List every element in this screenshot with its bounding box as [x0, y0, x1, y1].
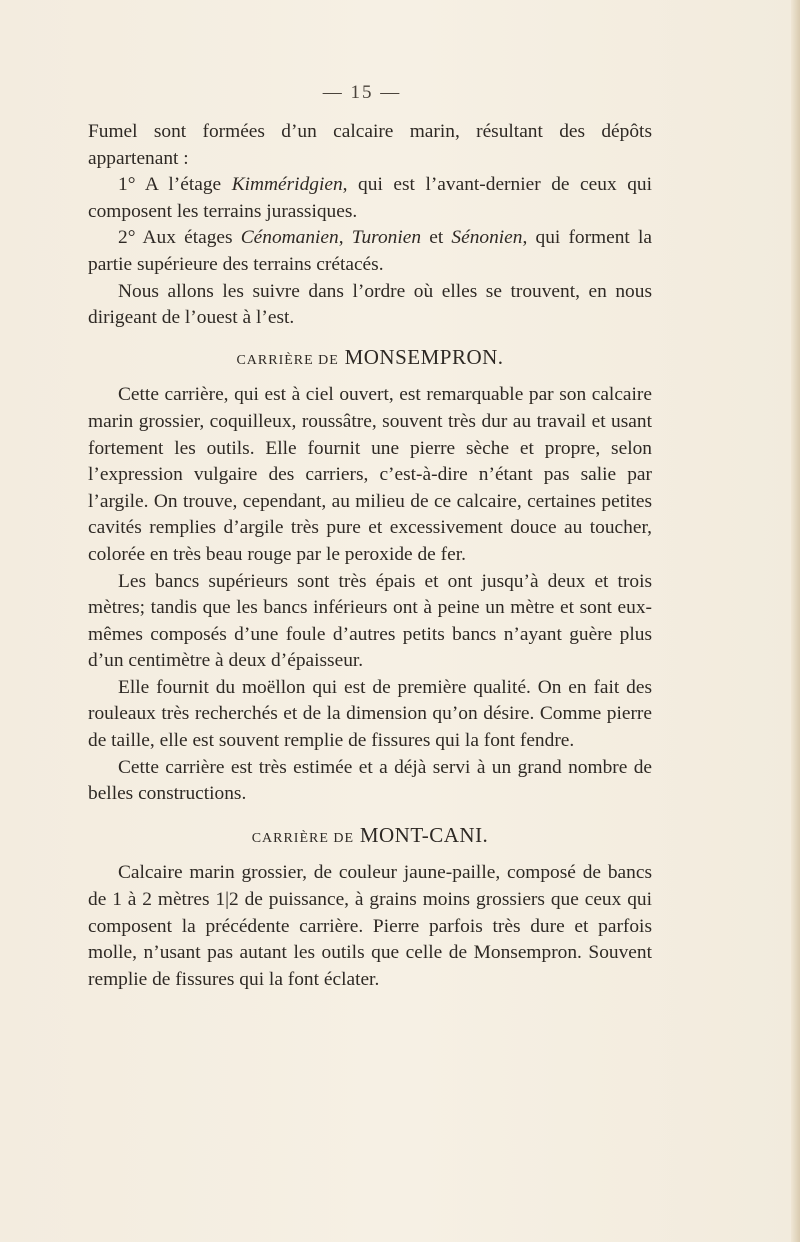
item-2-text-a: 2° Aux étages	[118, 227, 241, 249]
heading-2-name: MONT-CANI.	[359, 822, 489, 847]
term-kimmeridgien: Kimméridgien	[231, 174, 343, 196]
page-number: — 15 —	[322, 82, 402, 103]
heading-2-prefix: CARRIÈRE DE	[251, 830, 355, 846]
term-senonien: Sénonien	[451, 227, 523, 249]
term-cenomanien: Cénomanien	[240, 227, 339, 249]
paragraph-item-2	[88, 225, 652, 278]
item-2-separator-2: et	[421, 227, 452, 249]
paragraph-monsempron-4: Cette carrière est très estimée et a déjà servi à un grand nombre de belles constructions.	[88, 756, 652, 805]
term-turonien: Turonien	[351, 227, 422, 249]
paragraph-monsempron-2: Les bancs supérieurs sont très épais et ont jusqu’à deux et trois mètres; tandis que les bancs inférieurs ont à peine un mètre et sont eux-mêmes composés d’une foule d’autres petits bancs n’ayant guère plus d’un centimètre à deux d’épaisseur.	[88, 570, 652, 672]
heading-1-prefix: CARRIÈRE DE	[236, 352, 339, 368]
paragraph-continuation: Fumel sont formées d’un calcaire marin, résultant des dépôts appartenant :	[88, 121, 652, 169]
paragraph-direction: Nous allons les suivre dans l’ordre où elles se trouvent, en nous dirigeant de l’ouest à l’est.	[88, 280, 652, 329]
item-2-separator-1: ,	[338, 227, 352, 249]
heading-1-name: MONSEMPRON.	[344, 344, 504, 369]
item-2-text-b: , qui forment la partie supérieure des terrains crétacés.	[88, 227, 652, 275]
paragraph-monsempron-3: Elle fournit du moëllon qui est de première qualité. On en fait des rouleaux très recherchés et de la dimension qu’on désire. Comme pierre de taille, elle est souvent remplie de fissures qui la font fendre.	[88, 676, 652, 752]
section-heading-monsempron	[88, 344, 652, 375]
paragraph-monsempron-1: Cette carrière, qui est à ciel ouvert, est remarquable par son calcaire marin grossier, coquilleux, roussâtre, souvent très dur au travail et usant fortement les outils. Elle fournit une pierre sèche et propre, selon l’expression vulgaire des carriers, c’est-à-dire n’étant pas salie par l’argile. On trouve, cependant, au milieu de ce calcaire, certaines petites cavités remplies d’argile très pure et excessivement douce au toucher, colorée en très beau rouge par le peroxide de fer.	[88, 384, 652, 565]
item-1-text-b: , qui est l’avant-dernier de ceux qui composent les terrains jurassiques.	[88, 174, 652, 222]
page-edge	[791, 0, 800, 1242]
paragraph-mont-cani-1: Calcaire marin grossier, de couleur jaune-paille, composé de bancs de 1 à 2 mètres 1|2 de puissance, à grains moins grossiers que ceux qui composent la précédente carrière. Pierre parfois très dure et parfois molle, n’usant pas autant les outils que celle de Monsempron. Souvent remplie de fissures qui la font éclater.	[88, 862, 652, 990]
section-heading-mont-cani	[88, 822, 652, 853]
body-text	[88, 119, 652, 993]
paragraph-item-1	[88, 172, 652, 225]
item-1-text-a: 1° A l’étage	[118, 174, 232, 196]
